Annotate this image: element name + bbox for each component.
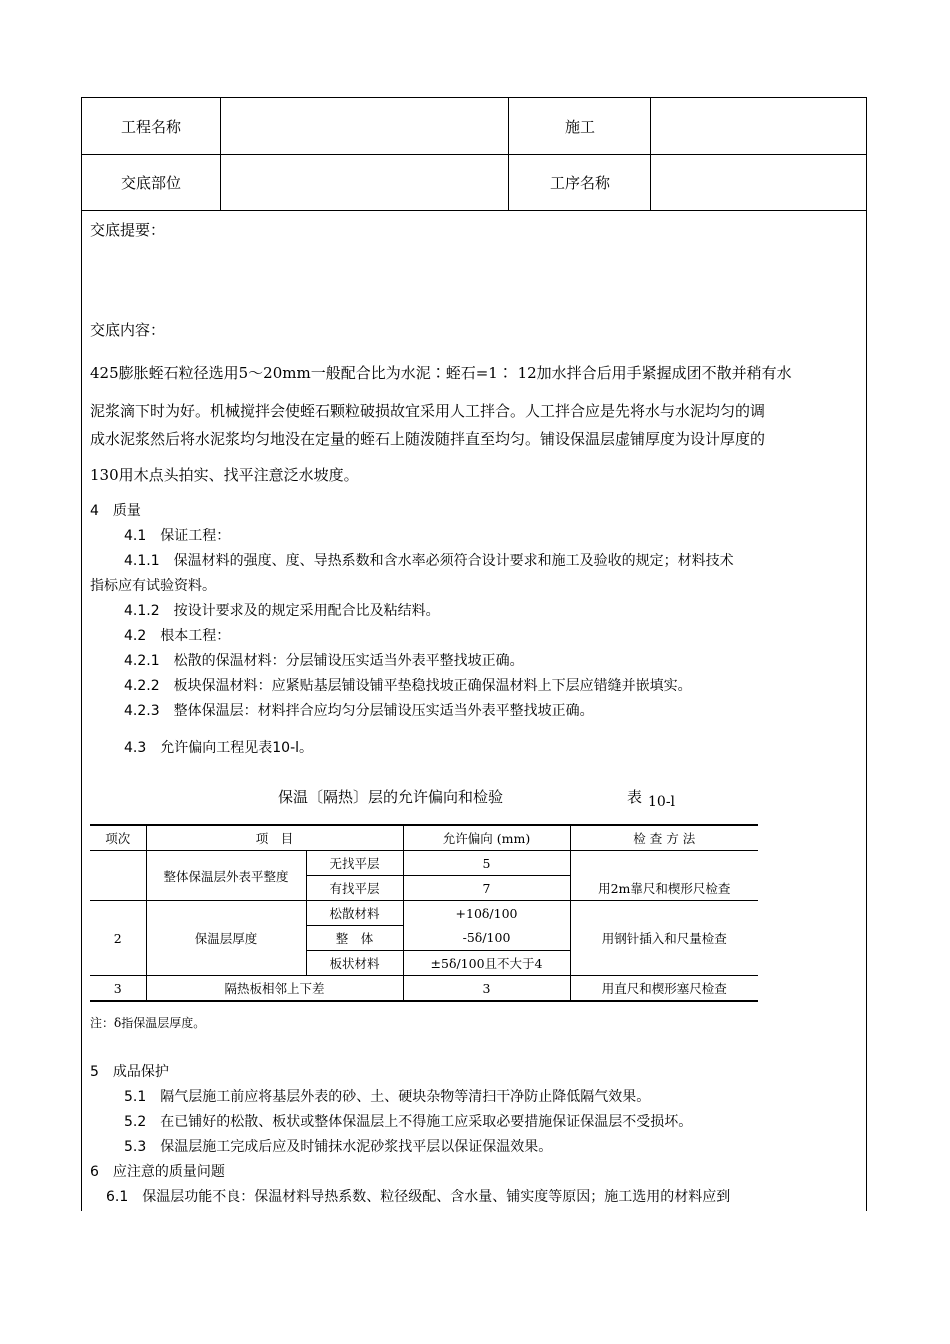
handover-part-value[interactable]	[220, 154, 508, 210]
header-divider-1	[220, 98, 221, 211]
table-row	[90, 851, 758, 876]
quality-4-2: 4.2 根本工程：	[124, 628, 231, 644]
row1-val2: 7	[403, 876, 570, 901]
header-row-2	[82, 154, 866, 211]
table-number: 10-l	[648, 794, 676, 810]
project-name-label: 工程名称	[120, 117, 181, 136]
row3-val: 3	[403, 976, 570, 1002]
row2-sub2: 整 体	[306, 926, 403, 951]
quality-4-3: 4.3 允许偏向工程见表10-l。	[124, 740, 314, 756]
table-note: 注：δ指保温层厚度。	[90, 1016, 206, 1030]
quality-4-2-2: 4.2.2 板块保温材料：应紧贴基层铺设铺平垫稳找坡正确保温材料上下层应错缝并嵌填实。	[124, 678, 692, 694]
process-name-value[interactable]	[652, 154, 868, 210]
protection-5-2: 5.2 在已铺好的松散、板状或整体保温层上不得施工应采取必要措施保证保温层不受损坏。	[124, 1114, 693, 1130]
row2-method: 用钢针插入和尺量检查	[570, 901, 758, 976]
quality-4-1: 4.1 保证工程：	[124, 528, 231, 544]
paragraph-line-3: 成水泥浆然后将水泥浆均匀地没在定量的蛭石上随泼随拌直至均匀。铺设保温层虚铺厚度为设计厚度的	[90, 430, 766, 448]
table-row	[90, 901, 758, 926]
header-method: 检 查 方 法	[570, 825, 758, 851]
quality-4-2-1: 4.2.1 松散的保温材料：分层铺设压实适当外表平整找坡正确。	[124, 653, 524, 669]
table-row	[90, 976, 758, 1002]
header-item: 项 目	[146, 825, 403, 851]
row2-val3: ±5δ/100且不大于4	[403, 951, 570, 976]
handover-part-label: 交底部位	[120, 173, 181, 192]
header-divider-2	[508, 98, 509, 211]
table-header-row	[90, 825, 758, 851]
deviation-table	[90, 824, 758, 1002]
row1-val1: 5	[403, 851, 570, 876]
quality-4-2-3: 4.2.3 整体保温层：材料拌合应均匀分层铺设压实适当外表平整找坡正确。	[124, 703, 594, 719]
header-tolerance: 允许偏向 (mm)	[403, 825, 570, 851]
row2-sub1: 松散材料	[306, 901, 403, 926]
row3-item: 隔热板相邻上下差	[146, 976, 403, 1002]
header-row-1	[82, 98, 866, 155]
paragraph-line-2: 泥浆滴下时为好。机械搅拌会使蛭石颗粒破损故宜采用人工拌合。人工拌合应是先将水与水泥均匀的调	[90, 402, 766, 420]
row1-method: 用2m靠尺和楔形尺检查	[570, 851, 758, 901]
issues-heading: 6 应注意的质量问题	[90, 1164, 225, 1180]
project-name-value[interactable]	[220, 98, 508, 154]
summary-label: 交底提要：	[90, 221, 166, 239]
row2-index: 2	[90, 901, 146, 976]
row3-index: 3	[90, 976, 146, 1002]
header-divider-3	[650, 98, 651, 211]
content-label: 交底内容：	[90, 321, 166, 339]
quality-heading: 4 质量	[90, 503, 141, 519]
row1-item: 整体保温层外表平整度	[146, 851, 306, 901]
protection-heading: 5 成品保护	[90, 1064, 169, 1080]
table-title: 保温〔隔热〕层的允许偏向和检验	[278, 788, 504, 806]
quality-4-1-1: 4.1.1 保温材料的强度、度、导热系数和含水率必须符合设计要求和施工及验收的规定；材料技术	[124, 553, 734, 569]
protection-5-3: 5.3 保温层施工完成后应及时铺抹水泥砂浆找平层以保证保温效果。	[124, 1139, 553, 1155]
quality-4-1-1-cont: 指标应有试验资料。	[90, 578, 216, 594]
header-index: 项次	[90, 825, 146, 851]
process-name-label: 工序名称	[549, 173, 610, 192]
row2-sub3: 板状材料	[306, 951, 403, 976]
paragraph-line-1: 425膨胀蛭石粒径选用5～20mm一般配合比为水泥∶蛭石=1∶ 12加水拌合后用手紧握成团不散并稍有水	[90, 364, 792, 382]
row1-sub1: 无找平层	[306, 851, 403, 876]
issues-6-1: 6.1 保温层功能不良：保温材料导热系数、粒径级配、含水量、铺实度等原因；施工选用的材料应到	[106, 1189, 731, 1205]
quality-4-1-2: 4.1.2 按设计要求及的规定采用配合比及粘结料。	[124, 603, 440, 619]
protection-5-1: 5.1 隔气层施工前应将基层外表的砂、土、硬块杂物等清扫干净防止降低隔气效果。	[124, 1089, 651, 1105]
row2-val1: +10δ/100	[403, 901, 570, 926]
row1-index	[90, 851, 146, 901]
row3-method: 用直尺和楔形塞尺检查	[570, 976, 758, 1002]
row1-sub2: 有找平层	[306, 876, 403, 901]
construction-value[interactable]	[652, 98, 868, 154]
construction-label: 施工	[564, 117, 595, 136]
row2-item: 保温层厚度	[146, 901, 306, 976]
table-word: 表	[627, 788, 643, 806]
paragraph-line-4: 130用木点头拍实、找平注意泛水坡度。	[90, 466, 359, 484]
row2-val2: -5δ/100	[403, 926, 570, 951]
